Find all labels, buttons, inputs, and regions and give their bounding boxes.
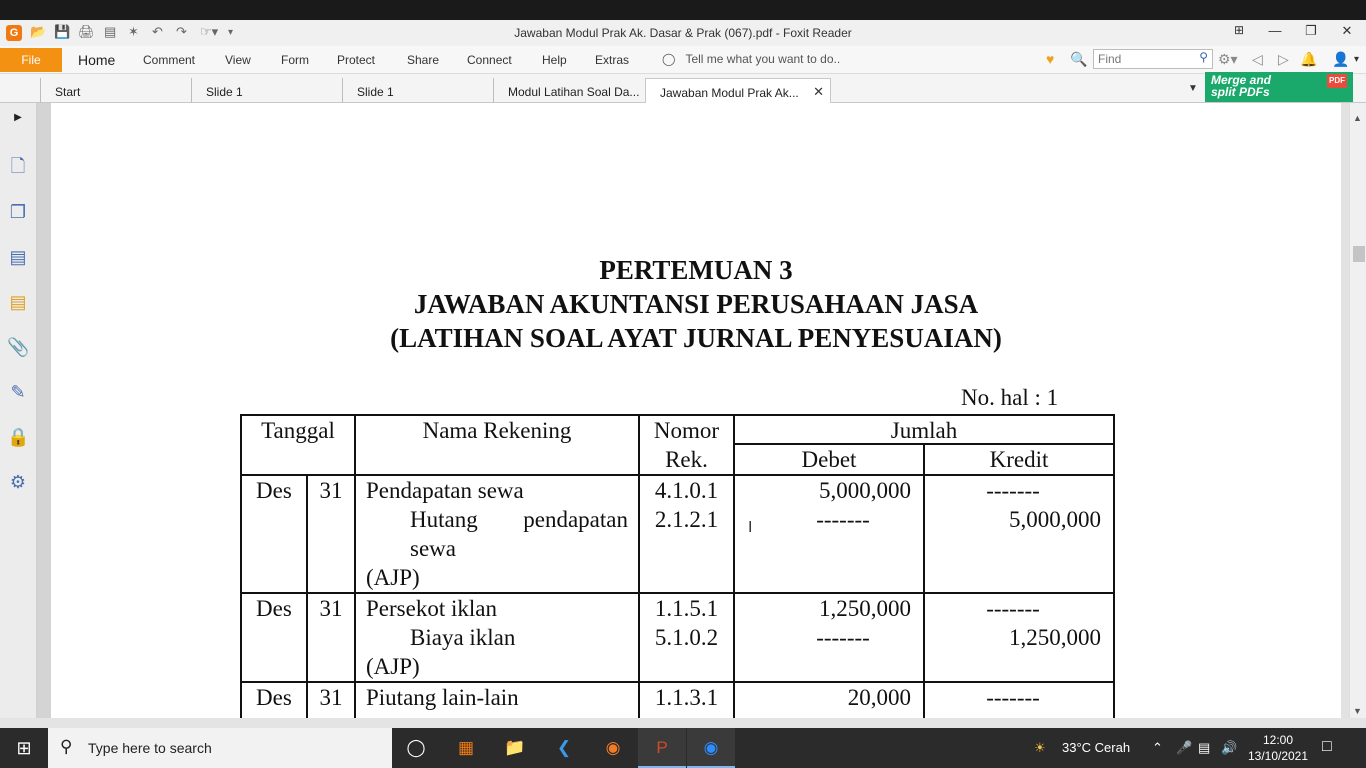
doc-title-jawaban: JAWABAN AKUNTANSI PERUSAHAAN JASA bbox=[413, 289, 979, 319]
entry-credit-amount: 5,000,000 bbox=[1009, 507, 1101, 532]
user-icon[interactable]: 👤 bbox=[1332, 51, 1350, 67]
bookmark-icon[interactable]: 🗋 bbox=[10, 156, 26, 176]
tab-list-dropdown-icon[interactable]: ▼ bbox=[1188, 83, 1198, 94]
weather-text[interactable]: 33°C Cerah bbox=[1062, 740, 1131, 755]
table-row bbox=[241, 682, 1114, 718]
entry-credit-amount: 1,250,000 bbox=[1009, 625, 1101, 650]
volume-icon[interactable]: 🔊 bbox=[1221, 740, 1238, 755]
entry-note: (AJP) bbox=[366, 565, 420, 590]
taskbar-search-input[interactable] bbox=[48, 728, 392, 768]
file-menu[interactable]: File bbox=[0, 48, 62, 72]
col-tanggal bbox=[241, 415, 355, 475]
entry-month: Des bbox=[256, 478, 292, 503]
security-lock-icon[interactable]: 🔒 bbox=[7, 427, 30, 447]
tab-label: Slide 1 bbox=[357, 85, 394, 99]
doc-title-pertemuan: PERTEMUAN 3 bbox=[599, 255, 793, 285]
tab-slide-1a[interactable] bbox=[191, 78, 346, 103]
heart-icon[interactable]: ♥ bbox=[1046, 51, 1055, 67]
panel-splitter[interactable] bbox=[37, 103, 51, 718]
attachments-icon[interactable]: 📎 bbox=[7, 337, 30, 357]
pdf-badge-icon: PDF bbox=[1327, 74, 1347, 88]
journal-table bbox=[240, 414, 1115, 718]
col-nama bbox=[355, 415, 639, 475]
vertical-scrollbar[interactable] bbox=[1349, 103, 1366, 718]
comments-icon[interactable]: ▤ bbox=[9, 292, 27, 312]
user-dropdown-icon[interactable]: ▾ bbox=[1354, 54, 1360, 65]
credit-account-word: pendapatan bbox=[523, 507, 628, 532]
entry-debit-dash: ------- bbox=[816, 507, 870, 532]
entry-ref: 2.1.2.1 bbox=[654, 507, 719, 532]
find-input[interactable] bbox=[1093, 49, 1213, 69]
minimize-button[interactable]: — bbox=[1268, 23, 1282, 38]
col-nomor bbox=[639, 415, 734, 475]
file-explorer-icon[interactable]: 📁 bbox=[504, 738, 526, 757]
entry-debit-amount: 20,000 bbox=[847, 685, 911, 710]
header-tanggal: Tanggal bbox=[261, 418, 335, 443]
entry-credit-dash: ------- bbox=[986, 596, 1040, 621]
layers-icon[interactable]: ▤ bbox=[9, 247, 27, 267]
entry-ref: 5.1.0.2 bbox=[654, 625, 719, 650]
powerpoint-icon[interactable]: P bbox=[638, 728, 686, 768]
firefox-icon[interactable]: ◉ bbox=[605, 738, 621, 757]
tab-label: Start bbox=[55, 85, 81, 99]
open-icon[interactable]: 📂 bbox=[30, 24, 47, 39]
bell-icon[interactable]: 🔔 bbox=[1300, 51, 1318, 67]
vscode-icon[interactable]: ❮ bbox=[556, 738, 572, 757]
navigation-sidebar bbox=[0, 103, 37, 718]
status-bar bbox=[0, 718, 1366, 728]
ribbon-display-icon[interactable]: ⊞ bbox=[1233, 23, 1245, 37]
tab-jawaban-modul[interactable] bbox=[645, 78, 831, 103]
taskbar-search-placeholder: Type here to search bbox=[88, 740, 212, 756]
entry-debit-amount: 1,250,000 bbox=[819, 596, 911, 621]
entry-month: Des bbox=[256, 596, 292, 621]
entry-month: Des bbox=[256, 685, 292, 710]
folder-search-icon[interactable]: 🔍 bbox=[1070, 51, 1088, 67]
header-kredit: Kredit bbox=[989, 447, 1049, 472]
entry-credit-account bbox=[366, 505, 638, 534]
prev-icon[interactable]: ◁ bbox=[1252, 51, 1263, 67]
ribbon-menu bbox=[0, 46, 1366, 74]
menu-share[interactable]: Share bbox=[407, 53, 440, 67]
tab-close-icon[interactable]: ✕ bbox=[813, 84, 824, 99]
microphone-icon[interactable]: 🎤 bbox=[1176, 740, 1193, 755]
weather-icon[interactable]: ☀ bbox=[1034, 740, 1046, 755]
entry-ref: 1.1.3.1 bbox=[654, 685, 719, 710]
create-icon[interactable]: ✶ bbox=[128, 24, 139, 39]
scroll-down-icon[interactable]: ▼ bbox=[1353, 706, 1362, 716]
table-row bbox=[241, 593, 1114, 682]
top-bar bbox=[0, 0, 1366, 20]
lightbulb-icon: ◯ bbox=[662, 52, 676, 66]
properties-icon[interactable]: ▤ bbox=[104, 24, 117, 39]
menu-home[interactable]: Home bbox=[78, 52, 116, 68]
tell-me-box[interactable] bbox=[662, 52, 840, 66]
entry-credit-account-cont: sewa bbox=[410, 536, 456, 561]
zoom-icon[interactable]: ◉ bbox=[687, 728, 735, 768]
entry-debit-account: Persekot iklan bbox=[366, 596, 497, 621]
foxit-taskbar-icon[interactable]: ▦ bbox=[457, 738, 475, 757]
menu-protect[interactable]: Protect bbox=[337, 53, 376, 67]
entry-ref: 4.1.0.1 bbox=[654, 478, 719, 503]
page-number: No. hal : 1 bbox=[961, 385, 1059, 410]
hand-tool-icon[interactable]: ☞▾ bbox=[200, 24, 219, 39]
header-rek: Rek. bbox=[665, 447, 708, 472]
tab-label: Slide 1 bbox=[206, 85, 243, 99]
save-icon[interactable]: 💾 bbox=[54, 24, 71, 39]
tab-slide-1b[interactable] bbox=[342, 78, 497, 103]
undo-icon[interactable]: ↶ bbox=[152, 24, 163, 39]
tray-overflow-icon[interactable]: ⌃ bbox=[1152, 740, 1163, 755]
print-icon[interactable]: 🖨 bbox=[78, 24, 95, 39]
task-view-icon[interactable]: ◯ bbox=[406, 738, 426, 757]
restore-button[interactable]: ❐ bbox=[1305, 23, 1317, 38]
windows-taskbar bbox=[0, 728, 1366, 768]
credit-account-word: Hutang bbox=[410, 507, 478, 532]
pdf-page bbox=[51, 103, 1341, 718]
text-cursor-icon: I bbox=[748, 519, 753, 536]
doc-title-latihan: (LATIHAN SOAL AYAT JURNAL PENYESUAIAN) bbox=[390, 323, 1002, 353]
tell-me-text: Tell me what you want to do.. bbox=[685, 52, 841, 66]
entry-day: 31 bbox=[319, 478, 343, 503]
document-tabs bbox=[0, 74, 1366, 103]
window-title: Jawaban Modul Prak Ak. Dasar & Prak (067).pdf - Foxit Reader bbox=[514, 26, 852, 40]
next-icon[interactable]: ▷ bbox=[1278, 51, 1289, 67]
redo-icon[interactable]: ↷ bbox=[176, 24, 187, 39]
entry-day: 31 bbox=[319, 596, 343, 621]
table-header-row bbox=[241, 415, 1114, 475]
foxit-app-icon[interactable]: G bbox=[6, 25, 22, 41]
col-jumlah bbox=[734, 415, 1114, 475]
menu-comment[interactable]: Comment bbox=[143, 53, 196, 67]
header-nama-rekening: Nama Rekening bbox=[422, 418, 572, 443]
entry-debit-account: Piutang lain-lain bbox=[366, 685, 519, 710]
page-edge bbox=[1341, 103, 1349, 718]
scroll-up-icon[interactable]: ▲ bbox=[1353, 113, 1362, 123]
entry-credit-account: Biaya iklan bbox=[410, 625, 516, 650]
tab-label: Modul Latihan Soal Da... bbox=[508, 85, 640, 99]
banner-line1: Merge and bbox=[1211, 73, 1272, 87]
close-button[interactable]: ✕ bbox=[1341, 23, 1353, 38]
find-placeholder: Find bbox=[1098, 52, 1122, 66]
tab-label: Jawaban Modul Prak Ak... bbox=[660, 86, 799, 100]
tab-modul-latihan[interactable] bbox=[493, 78, 645, 103]
title-bar bbox=[0, 20, 1366, 46]
search-tool-icon[interactable]: ⚙ bbox=[9, 472, 27, 492]
entry-credit-dash: ------- bbox=[986, 685, 1040, 710]
clock-time: 12:00 bbox=[1262, 733, 1294, 747]
network-icon[interactable]: ▤ bbox=[1198, 740, 1211, 755]
clock[interactable] bbox=[1246, 732, 1310, 764]
signature-icon[interactable]: ✎ bbox=[10, 382, 26, 402]
entry-ref: 1.1.5.1 bbox=[654, 596, 719, 621]
entry-note: (AJP) bbox=[366, 654, 420, 679]
header-nomor: Nomor bbox=[653, 418, 720, 443]
table-row bbox=[241, 475, 1114, 593]
header-debet: Debet bbox=[735, 445, 925, 474]
pages-icon[interactable]: ❐ bbox=[9, 202, 27, 222]
banner-line2: split PDFs bbox=[1211, 85, 1270, 99]
entry-debit-amount: 5,000,000 bbox=[819, 478, 911, 503]
entry-credit-dash: ------- bbox=[986, 478, 1040, 503]
scroll-thumb[interactable] bbox=[1353, 246, 1365, 262]
search-icon: ⚲ bbox=[60, 737, 73, 756]
find-search-icon[interactable]: ⚲ bbox=[1199, 50, 1208, 64]
menu-connect[interactable]: Connect bbox=[467, 53, 512, 67]
merge-split-banner[interactable] bbox=[1205, 72, 1353, 102]
header-jumlah: Jumlah bbox=[735, 416, 1113, 445]
menu-extras[interactable]: Extras bbox=[595, 53, 630, 67]
customize-toolbar-icon[interactable]: ▾ bbox=[228, 27, 234, 38]
clock-date: 13/10/2021 bbox=[1247, 749, 1309, 763]
entry-day: 31 bbox=[319, 685, 343, 710]
notification-icon[interactable]: □ bbox=[1322, 738, 1332, 755]
menu-view[interactable]: View bbox=[225, 53, 251, 67]
menu-help[interactable]: Help bbox=[542, 53, 567, 67]
expand-panel-icon[interactable]: ▶ bbox=[14, 112, 22, 123]
settings-icon[interactable]: ⚙▾ bbox=[1218, 51, 1238, 67]
entry-debit-dash: ------- bbox=[816, 625, 870, 650]
tab-start[interactable] bbox=[40, 78, 195, 103]
windows-start-icon[interactable]: ⊞ bbox=[16, 738, 32, 758]
menu-form[interactable]: Form bbox=[281, 53, 309, 67]
entry-debit-account: Pendapatan sewa bbox=[366, 478, 524, 503]
